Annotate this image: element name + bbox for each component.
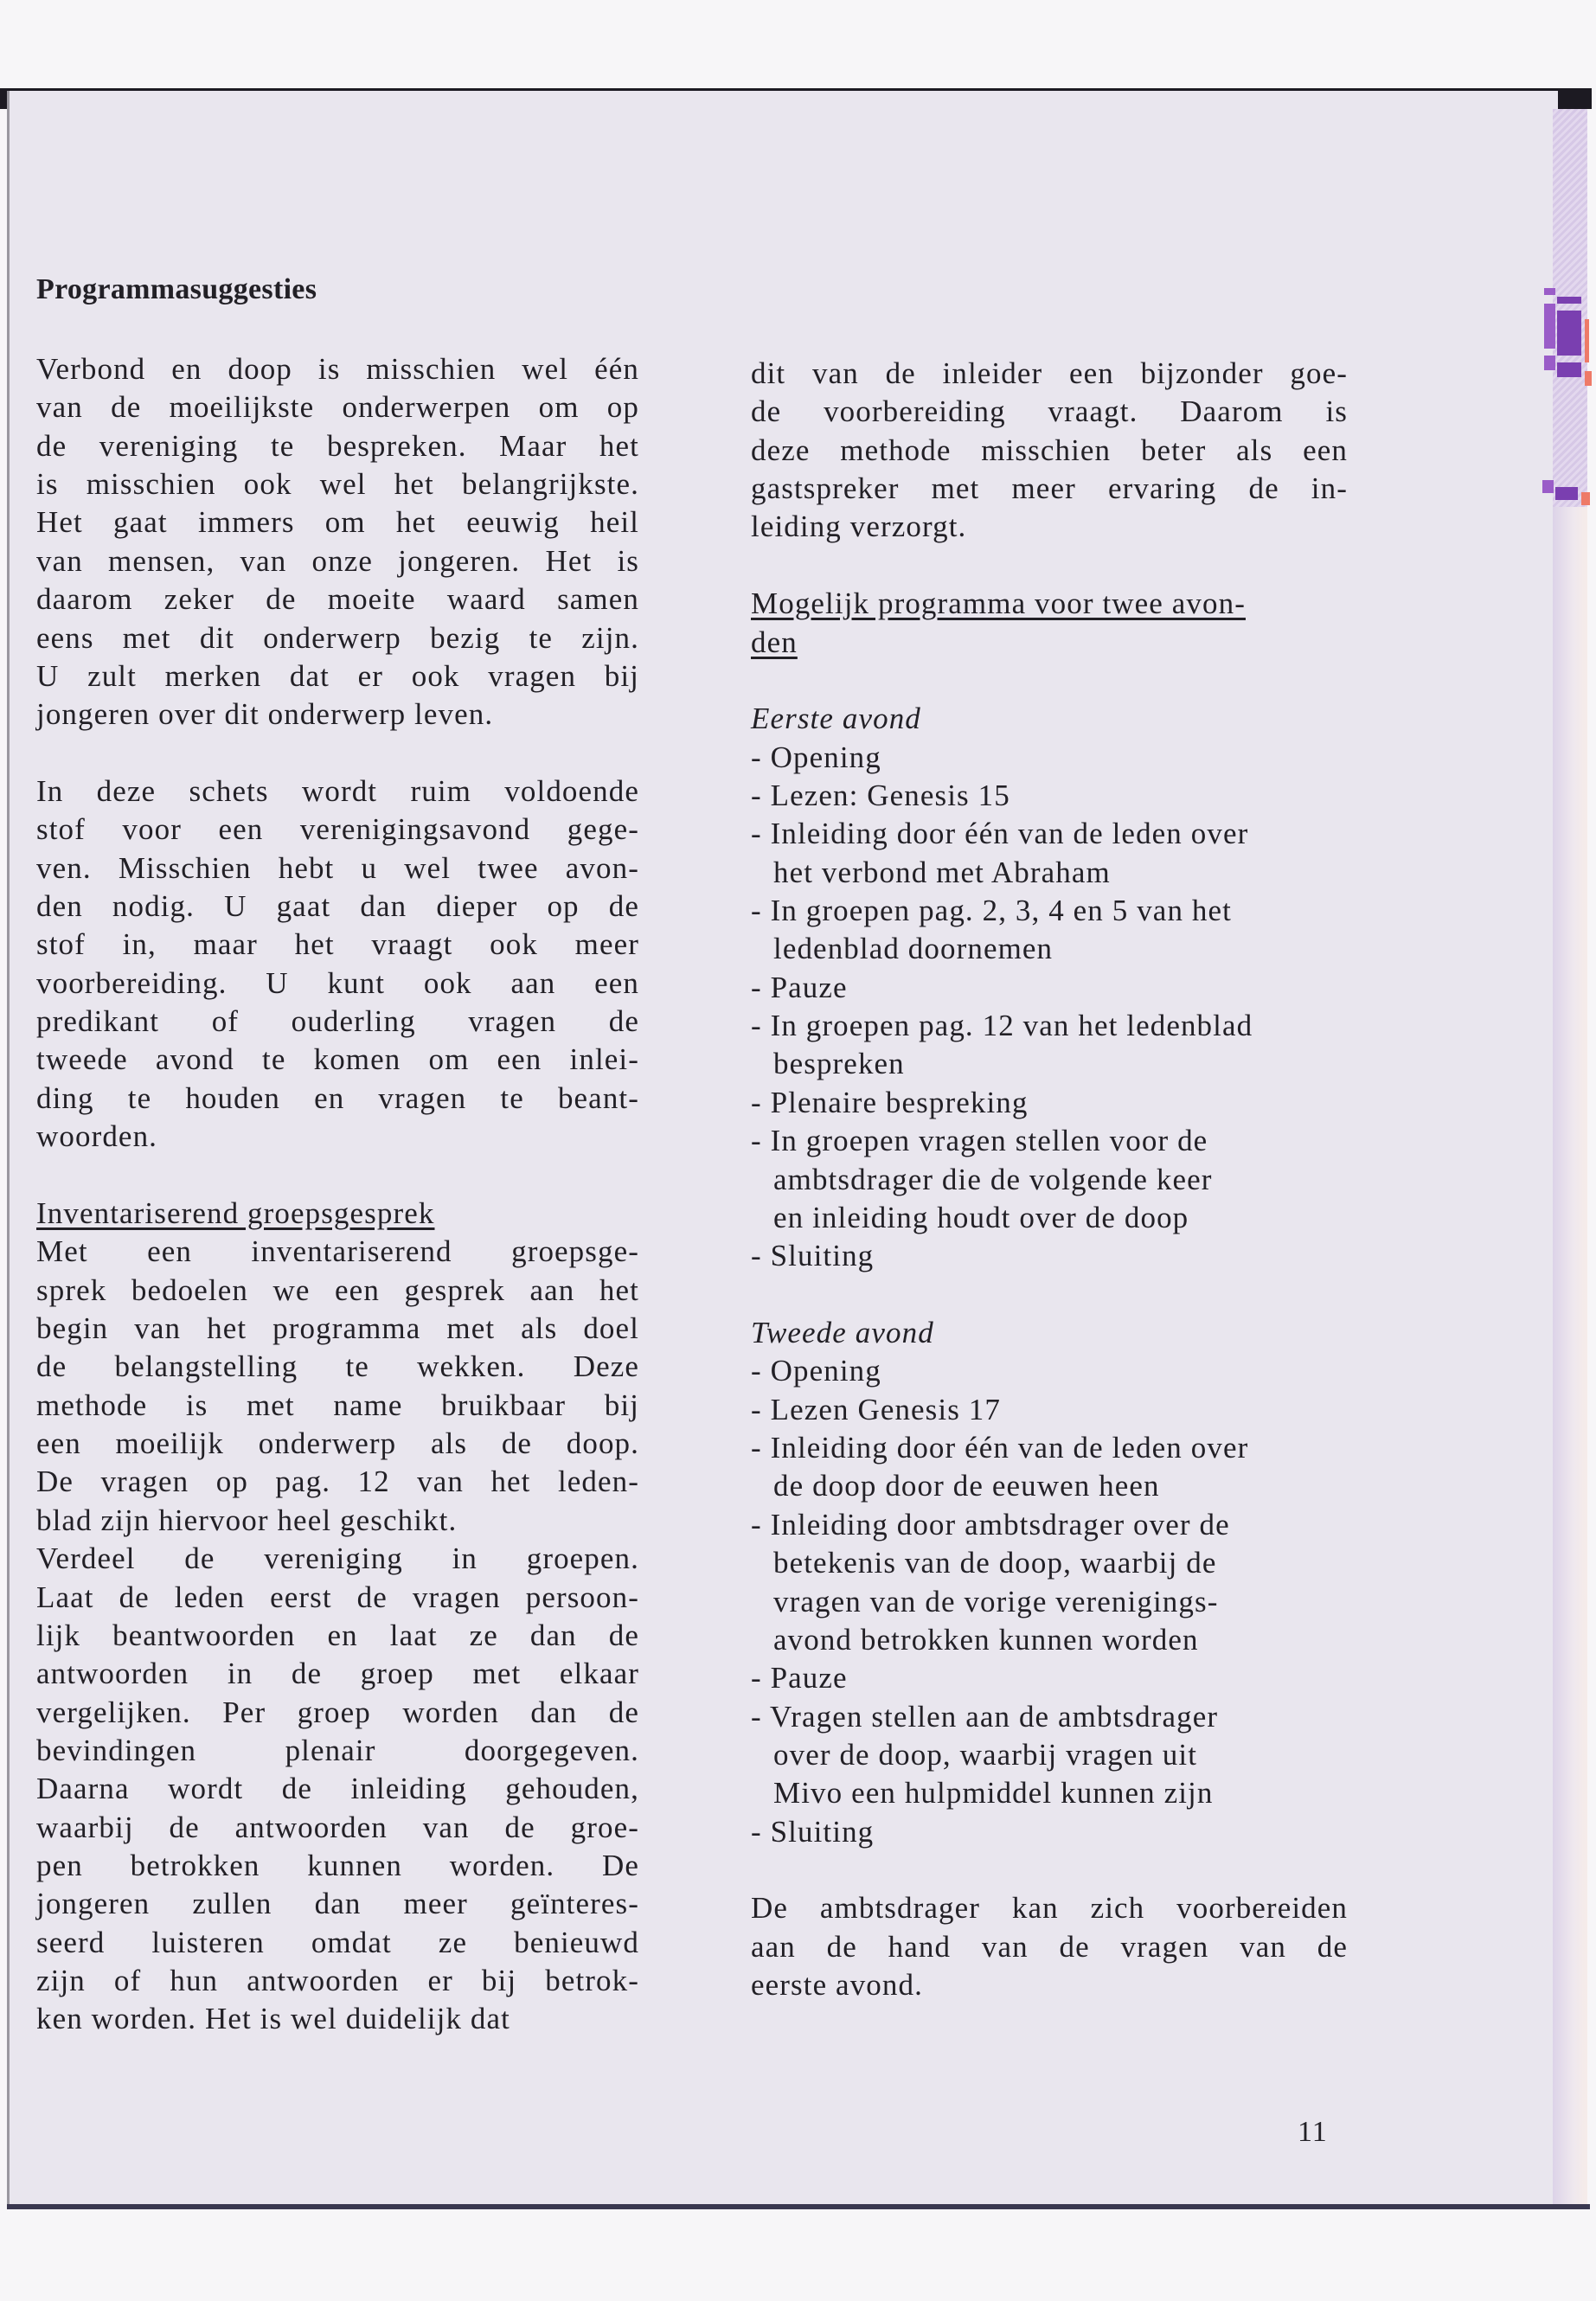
scan-bottom-edge [7,2204,1590,2209]
edge-tab-mark [1585,371,1592,386]
list-item [751,739,1348,777]
line-text: bespreken [773,1047,905,1081]
text-line [36,465,639,503]
subheading [751,700,1348,738]
text-line [36,1924,639,1962]
line-text: eerste avond. [751,1968,923,2003]
line-text: sprek bedoelen we een gesprek aan het [36,1272,639,1307]
line-text: de vereniging te bespreken. Maar het [36,428,639,463]
line-text: stof in, maar het vraagt ook meer [36,927,639,962]
line-text: den [751,625,798,659]
line-text: - Lezen Genesis 17 [751,1392,1001,1426]
text-line [36,2000,639,2038]
text-line [36,1847,639,1885]
line-text: - Inleiding door één van de leden over [751,817,1249,851]
text-line [751,508,1348,546]
line-text: over de doop, waarbij vragen uit [773,1737,1198,1772]
text-line [36,1540,639,1578]
list-item [751,1429,1348,1467]
text-line [36,1118,639,1156]
list-item [751,1698,1348,1736]
edge-tab-mark [1557,362,1581,377]
text-line [36,1617,639,1655]
text-line [36,1157,639,1195]
underlined-heading [751,624,1348,662]
edge-tab-mark [1544,304,1555,349]
line-text: De vragen op pag. 12 van het leden- [36,1465,639,1499]
list-item [751,1007,1348,1045]
text-line [36,619,639,657]
line-text: ken worden. Het is wel duidelijk dat [36,2002,510,2036]
line-text: Verbond en doop is misschien wel één [36,352,639,386]
text-line [36,1770,639,1808]
line-text: een moeilijk onderwerp als de doop. [36,1426,639,1461]
line-text: In deze schets wordt ruim voldoende [36,773,639,808]
list-item [751,1352,1348,1390]
line-text: eens met dit onderwerp bezig te zijn. [36,620,639,655]
list-item [751,892,1348,930]
line-text: aan de hand van de vragen van de [751,1929,1348,1964]
line-text: avond betrokken kunnen worden [773,1622,1199,1657]
text-line [36,542,639,580]
line-text: - In groepen vragen stellen voor de [751,1124,1208,1158]
line-text: De ambtsdrager kan zich voorbereiden [751,1891,1348,1926]
line-text: Met een inventariserend groepsge- [36,1234,639,1269]
line-text: - Sluiting [751,1239,875,1273]
list-item [751,1813,1348,1851]
list-item-continuation [751,1045,1348,1083]
text-line [36,1348,639,1386]
line-text: bevindingen plenair doorgegeven. [36,1733,639,1767]
text-line [36,734,639,772]
list-item [751,1391,1348,1429]
text-line [36,1962,639,2000]
edge-tab-mark [1581,492,1590,505]
line-text: leiding verzorgt. [751,510,967,544]
text-line [36,811,639,849]
list-item-continuation [751,1199,1348,1237]
text-line [36,1463,639,1501]
text-line [36,1502,639,1540]
line-text: Verdeel de vereniging in groepen. [36,1541,639,1576]
line-text: - Sluiting [751,1814,875,1849]
line-text: antwoorden in de groep met elkaar [36,1657,639,1691]
line-text: - Lezen: Genesis 15 [751,778,1010,812]
text-line [36,580,639,619]
right-text-column [751,355,1348,2004]
line-text: deze methode misschien beter als een [751,433,1348,467]
line-text: vragen van de vorige verenigings- [773,1584,1219,1618]
line-text: waarbij de antwoorden van de groe- [36,1810,639,1844]
line-text: Mogelijk programma voor twee avon- [751,586,1246,621]
line-text: - Opening [751,1354,881,1388]
edge-tab-mark [1585,319,1589,362]
text-line [36,503,639,542]
text-line [36,388,639,426]
line-text: - Opening [751,740,881,774]
list-item [751,815,1348,853]
list-item [751,777,1348,815]
list-item [751,1122,1348,1160]
edge-tab-mark [1557,297,1581,304]
text-line [36,926,639,964]
underlined-heading [36,1195,639,1233]
list-item-continuation [751,854,1348,892]
list-item [751,1084,1348,1122]
page-number: 11 [1298,2116,1328,2148]
text-line [36,657,639,695]
line-text: van de moeilijkste onderwerpen om op [36,390,639,425]
list-item [751,1237,1348,1275]
text-line [36,1080,639,1118]
text-line [751,1851,1348,1889]
text-line [751,1966,1348,2004]
line-text: seerd luisteren omdat ze benieuwd [36,1925,639,1959]
text-line [36,1809,639,1847]
list-item-continuation [751,1467,1348,1505]
line-text: - Vragen stellen aan de ambtsdrager [751,1699,1219,1734]
line-text: - Pauze [751,1661,848,1695]
section-heading: Programmasuggesties [36,273,317,305]
list-item [751,1659,1348,1697]
line-text: ven. Misschien hebt u wel twee avon- [36,850,639,885]
text-line [751,1889,1348,1927]
line-text: U zult merken dat er ook vragen bij [36,658,639,693]
text-line [751,1928,1348,1966]
text-line [36,1233,639,1271]
text-line [36,1003,639,1041]
edge-tab-mark [1544,356,1555,370]
text-line [36,427,639,465]
text-line [36,1041,639,1079]
text-line [36,849,639,888]
line-text: ding te houden en vragen te beant- [36,1080,639,1115]
line-text: - Inleiding door ambtsdrager over de [751,1507,1230,1541]
line-text: voorbereiding. U kunt ook aan een [36,965,639,1000]
list-item-continuation [751,1544,1348,1582]
list-item-continuation [751,1774,1348,1812]
line-text: Tweede avond [751,1315,934,1349]
text-line [36,888,639,926]
edge-tab-mark [1544,288,1555,295]
list-item-continuation [751,1161,1348,1199]
text-line [36,1310,639,1348]
text-line [36,772,639,811]
text-line [36,1272,639,1310]
line-text: Mivo een hulpmiddel kunnen zijn [773,1776,1214,1811]
text-line [751,547,1348,585]
text-line [36,1579,639,1617]
text-line [36,965,639,1003]
book-spine-texture [1553,109,1587,507]
line-text: stof voor een verenigingsavond gege- [36,812,639,847]
text-line [36,1425,639,1463]
subheading [751,1314,1348,1352]
line-text: ledenblad doornemen [773,932,1054,966]
line-text: vergelijken. Per groep worden dan de [36,1695,639,1729]
line-text: de doop door de eeuwen heen [773,1469,1160,1503]
line-text: gastspreker met meer ervaring de in- [751,471,1348,506]
edge-tab-mark [1557,311,1581,356]
line-text: methode is met name bruikbaar bij [36,1388,639,1422]
list-item [751,969,1348,1007]
edge-tab-mark [1555,487,1578,500]
line-text: en inleiding houdt over de doop [773,1200,1189,1234]
line-text: - Inleiding door één van de leden over [751,1431,1249,1465]
line-text: - In groepen pag. 12 van het ledenblad [751,1009,1253,1043]
line-text: daarom zeker de moeite waard samen [36,582,639,617]
line-text: - In groepen pag. 2, 3, 4 en 5 van het [751,894,1232,928]
line-text: ambtsdrager die de volgende keer [773,1162,1213,1196]
text-line [751,432,1348,470]
underlined-heading [751,585,1348,623]
text-line [36,350,639,388]
left-text-column [36,350,639,2039]
text-line [36,1885,639,1923]
text-line [36,1387,639,1425]
list-item-continuation [751,1736,1348,1774]
line-text: dit van de inleider een bijzonder goe- [751,356,1348,390]
line-text: - Pauze [751,970,848,1004]
line-text: van mensen, van onze jongeren. Het is [36,543,639,578]
line-text: begin van het programma met als doel [36,1311,639,1345]
text-line [751,662,1348,700]
line-text: Daarna wordt de inleiding gehouden, [36,1772,639,1806]
text-line [751,393,1348,431]
line-text: lijk beantwoorden en laat ze dan de [36,1618,639,1652]
line-text: zijn of hun antwoorden er bij betrok- [36,1964,639,1998]
line-text: - Plenaire bespreking [751,1085,1029,1119]
line-text: de voorbereiding vraagt. Daarom is [751,394,1348,429]
list-item-continuation [751,930,1348,968]
line-text: blad zijn hiervoor heel geschikt. [36,1503,458,1537]
line-text: jongeren zullen dan meer geïnteres- [36,1887,639,1921]
line-text: Eerste avond [751,702,921,736]
line-text: het verbond met Abraham [773,855,1111,889]
text-line [751,355,1348,393]
line-text: den nodig. U gaat dan dieper op de [36,889,639,924]
text-line [36,1694,639,1732]
line-text: woorden. [36,1119,158,1154]
line-text: Inventariserend groepsgesprek [36,1195,435,1230]
line-text: is misschien ook wel het belangrijkste. [36,467,639,502]
text-line [751,470,1348,508]
line-text: pen betrokken kunnen worden. De [36,1849,639,1883]
line-text: betekenis van de doop, waarbij de [773,1546,1217,1580]
text-line [36,695,639,734]
line-text: de belangstelling te wekken. Deze [36,1349,639,1384]
line-text: Laat de leden eerst de vragen persoon- [36,1580,639,1614]
line-text: Het gaat immers om het eeuwig heil [36,505,639,540]
list-item [751,1506,1348,1544]
list-item-continuation [751,1621,1348,1659]
line-text: jongeren over dit onderwerp leven. [36,697,494,732]
line-text: predikant of ouderling vragen de [36,1004,639,1039]
edge-tab-mark [1542,480,1554,493]
list-item-continuation [751,1583,1348,1621]
text-line [751,1276,1348,1314]
text-line [36,1732,639,1770]
line-text: tweede avond te komen om een inlei- [36,1042,639,1077]
text-line [36,1655,639,1693]
